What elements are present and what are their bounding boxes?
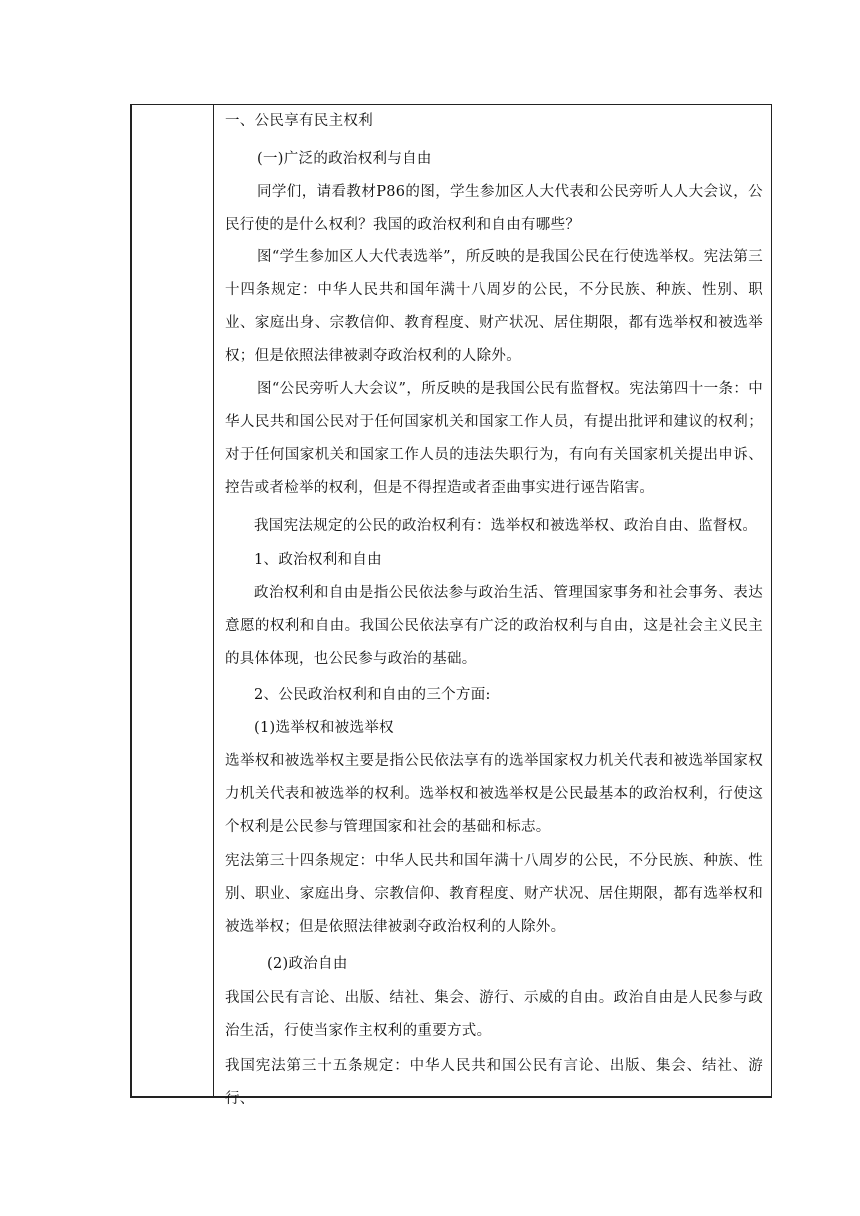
heading-rights-and-freedom: 1、政治权利和自由 — [254, 552, 382, 568]
paragraph-article-35: 我国宪法第三十五条规定：中华人民共和国公民有言论、出版、集会、结社、游行、 — [225, 1058, 763, 1107]
paragraph-rights-definition: 政治权利和自由是指公民依法参与政治生活、管理国家事务和社会事务、表达意愿的权利和自由。我国公民依法享有广泛的政治权利与自由，这是社会主义民主的具体体现，也公民参与政治的基础。 — [225, 585, 763, 667]
subheading-political-freedom: (2)政治自由 — [267, 956, 348, 972]
paragraph-voting-rights: 选举权和被选举权主要是指公民依法享有的选举国家权力机关代表和被选举国家权力机关代表和被选举的权利。选举权和被选举权是公民最基本的政治权利，行使这个权利是公民参与管理国家和社会的基础和标志。 — [225, 753, 763, 835]
table-content-column — [215, 105, 771, 1107]
paragraph-political-freedom: 我国公民有言论、出版、结社、集会、游行、示威的自由。政治自由是人民参与政治生活，行使当家作主权利的重要方式。 — [225, 990, 763, 1039]
subheading-voting-rights: (1)选举权和被选举权 — [254, 720, 394, 736]
lesson-table — [130, 104, 772, 1107]
subheading-political-rights: (一)广泛的政治权利与自由 — [257, 151, 432, 167]
paragraph-supervision-picture: 图“公民旁听人大会议”，所反映的是我国公民有监督权。宪法第四十一条：中华人民共和国公民对于任何国家机关和国家工作人员，有提出批评和建议的权利；对于任何国家机关和国家工作人员的违法失职行为，有向有关国家机关提出申诉、控告或者检举的权利，但是不得捏造或者歪曲事实进行诬告陷害。 — [225, 381, 763, 496]
table-left-column — [132, 105, 214, 1096]
paragraph-question: 同学们，请看教材P86的图，学生参加区人大代表和公民旁听人人大会议，公民行使的是什么权利？我国的政治权利和自由有哪些？ — [225, 184, 763, 233]
heading-democratic-rights: 一、公民享有民主权利 — [225, 113, 373, 129]
paragraph-election-picture: 图“学生参加区人大代表选举”，所反映的是我国公民在行使选举权。宪法第三十四条规定：中华人民共和国年满十八周岁的公民，不分民族、种族、性别、职业、家庭出身、宗教信仰、教育程度、财产状况、居住期限，都有选举权和被选举权；但是依照法律被剥夺政治权利的人除外。 — [225, 249, 763, 364]
paragraph-article-34: 宪法第三十四条规定：中华人民共和国年满十八周岁的公民，不分民族、种族、性别、职业、家庭出身、宗教信仰、教育程度、财产状况、居住期限，都有选举权和被选举权；但是依照法律被剥夺政治权利的人除外。 — [225, 853, 763, 935]
paragraph-rights-summary: 我国宪法规定的公民的政治权利有：选举权和被选举权、政治自由、监督权。 — [254, 518, 758, 534]
heading-three-aspects: 2、公民政治权利和自由的三个方面: — [254, 687, 491, 703]
